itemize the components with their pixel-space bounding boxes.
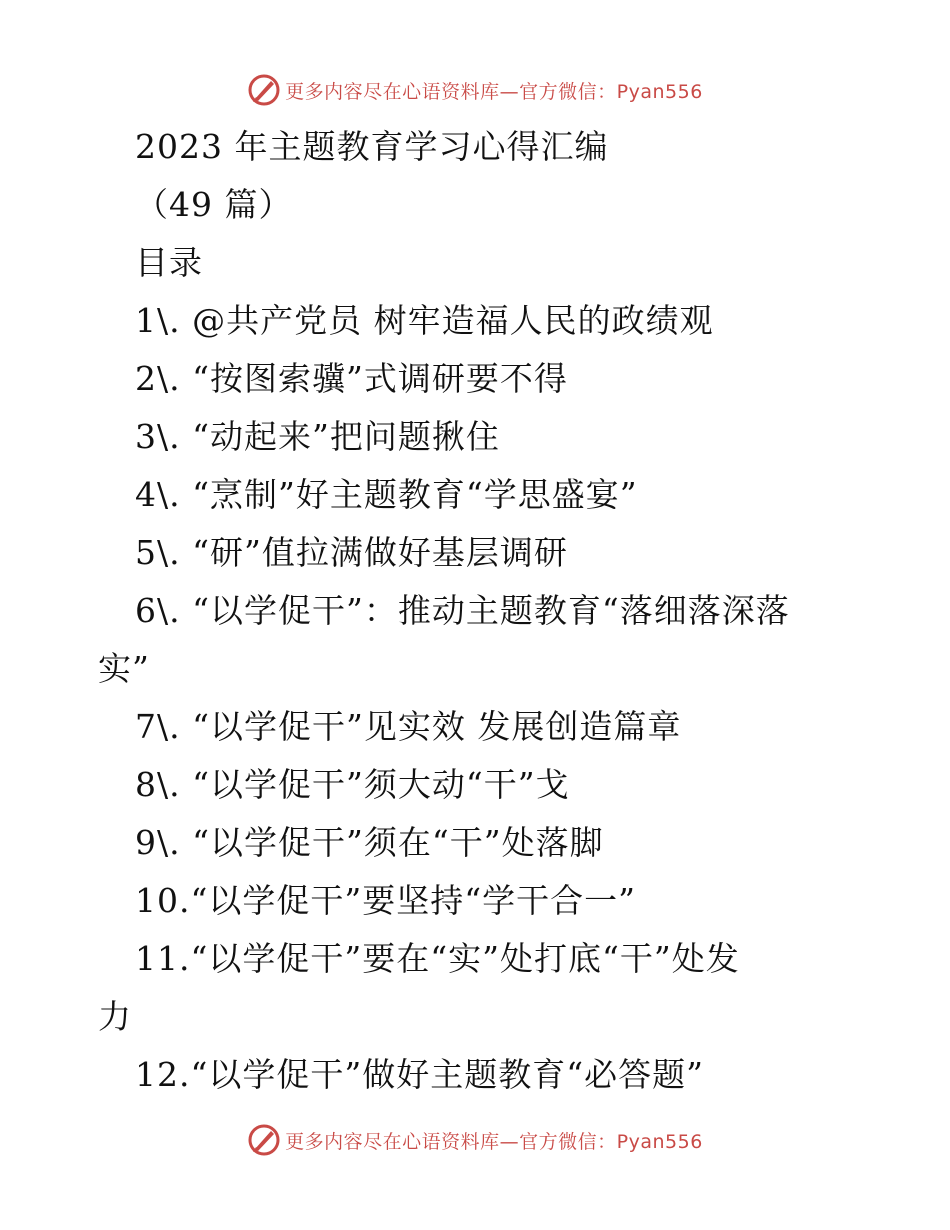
toc-item: 3\. “动起来”把问题揪住 bbox=[135, 417, 500, 456]
toc-item: 9\. “以学促干”须在“干”处落脚 bbox=[135, 823, 604, 862]
pen-logo-icon bbox=[247, 73, 281, 107]
toc-item: 2\. “按图索骥”式调研要不得 bbox=[135, 359, 568, 398]
toc-item: 4\. “烹制”好主题教育“学思盛宴” bbox=[135, 475, 638, 514]
toc-item: 7\. “以学促干”见实效 发展创造篇章 bbox=[135, 707, 682, 746]
document-title: 2023 年主题教育学习心得汇编 bbox=[135, 127, 609, 166]
toc-item: 10.“以学促干”要坚持“学干合一” bbox=[135, 881, 636, 920]
document-body bbox=[0, 118, 950, 1104]
toc-item: 1\. @共产党员 树牢造福人民的政绩观 bbox=[135, 301, 714, 340]
toc-item: 6\. “以学促干”：推动主题教育“落细落深落 bbox=[135, 591, 790, 630]
watermark-banner-top bbox=[0, 70, 950, 110]
toc-item: 11.“以学促干”要在“实”处打底“干”处发 bbox=[135, 939, 740, 978]
watermark-banner-bottom bbox=[0, 1120, 950, 1160]
document-subtitle: （49 篇） bbox=[135, 185, 293, 224]
toc-item: 8\. “以学促干”须大动“干”戈 bbox=[135, 765, 570, 804]
watermark-text: 更多内容尽在心语资料库—官方微信：Pyan556 bbox=[285, 1130, 703, 1153]
toc-item-continuation: 实” bbox=[98, 649, 150, 688]
pen-logo-icon bbox=[247, 1123, 281, 1157]
toc-item-continuation: 力 bbox=[98, 997, 132, 1036]
toc-heading: 目录 bbox=[135, 243, 203, 282]
watermark-text: 更多内容尽在心语资料库—官方微信：Pyan556 bbox=[285, 80, 703, 103]
toc-item: 12.“以学促干”做好主题教育“必答题” bbox=[135, 1055, 704, 1094]
toc-item: 5\. “研”值拉满做好基层调研 bbox=[135, 533, 568, 572]
